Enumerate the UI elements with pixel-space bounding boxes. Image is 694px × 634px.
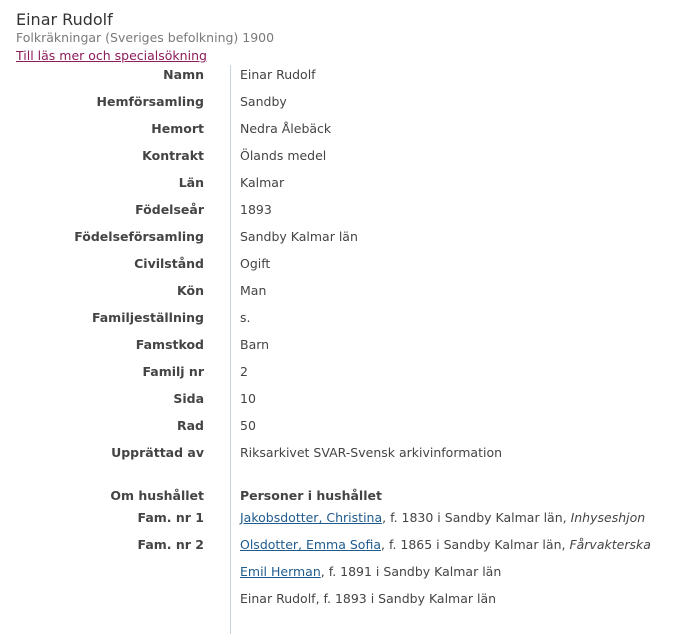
field-row-familj-nr (0, 364, 694, 391)
field-value: Sandby Kalmar län (240, 229, 358, 244)
household-person-row (0, 591, 694, 618)
household-person-row (0, 510, 694, 537)
family-number-label: Fam. nr 1 (137, 510, 204, 525)
field-row-kon (0, 283, 694, 310)
field-label: Kontrakt (142, 148, 204, 163)
household-person (240, 564, 501, 579)
household-label: Om hushållet (110, 488, 204, 503)
field-label: Födelseår (135, 202, 204, 217)
field-label: Civilstånd (134, 256, 204, 271)
field-label: Familjeställning (91, 310, 204, 325)
field-value: Ölands medel (240, 148, 327, 163)
field-value: Kalmar (240, 175, 285, 190)
household-person (240, 510, 645, 525)
field-row-rad (0, 418, 694, 445)
field-label: Kön (177, 283, 204, 298)
field-row-namn (0, 67, 694, 94)
field-label: Hemort (151, 121, 204, 136)
field-label: Sida (173, 391, 204, 406)
field-value: 2 (240, 364, 248, 379)
field-label: Namn (163, 67, 204, 82)
field-label: Upprättad av (111, 445, 204, 460)
field-row-fodelsear (0, 202, 694, 229)
field-label: Rad (176, 418, 204, 433)
page-title: Einar Rudolf (16, 10, 113, 29)
household-person-row (0, 537, 694, 564)
field-value: Barn (240, 337, 270, 352)
field-row-upprattad-av (0, 445, 694, 472)
household-person-row (0, 564, 694, 591)
field-label: Familj nr (142, 364, 204, 379)
family-number-label: Fam. nr 2 (137, 537, 204, 552)
page-subtitle: Folkräkningar (Sveriges befolkning) 1900 (16, 30, 275, 45)
field-row-civilstand (0, 256, 694, 283)
field-row-famstkod (0, 337, 694, 364)
field-label: Födelseförsamling (74, 229, 204, 244)
field-value: 1893 (240, 202, 272, 217)
household-person (240, 537, 651, 552)
field-label: Län (178, 175, 204, 190)
field-value: Sandby (240, 94, 287, 109)
field-value: 10 (240, 391, 256, 406)
field-value: Nedra Ålebäck (240, 121, 332, 136)
field-row-sida (0, 391, 694, 418)
household-heading: Personer i hushållet (240, 488, 382, 503)
field-value: Riksarkivet SVAR-Svensk arkivinformation (240, 445, 503, 460)
person-link[interactable]: Jakobsdotter, Christina (240, 510, 383, 525)
household-self: Einar Rudolf, f. 1893 i Sandby Kalmar län (240, 591, 497, 606)
field-label: Hemförsamling (96, 94, 204, 109)
more-info-link[interactable]: Till läs mer och specialsökning (16, 48, 207, 63)
person-role: Fårvakterska (569, 537, 651, 552)
person-details: , f. 1891 i Sandby Kalmar län (320, 564, 502, 579)
field-row-lan (0, 175, 694, 202)
field-row-hemort (0, 121, 694, 148)
person-details: , f. 1865 i Sandby Kalmar län, (381, 537, 570, 552)
field-row-familjestallning (0, 310, 694, 337)
field-value: Man (240, 283, 267, 298)
field-row-kontrakt (0, 148, 694, 175)
field-row-hemforsamling (0, 94, 694, 121)
field-value: 50 (240, 418, 256, 433)
person-link[interactable]: Emil Herman (240, 564, 321, 579)
person-details: , f. 1830 i Sandby Kalmar län, (382, 510, 571, 525)
field-value: Ogift (240, 256, 271, 271)
field-value: s. (240, 310, 251, 325)
field-row-fodelseforsamling (0, 229, 694, 256)
person-role: Inhyseshjon (570, 510, 646, 525)
field-value: Einar Rudolf (240, 67, 316, 82)
field-label: Famstkod (135, 337, 204, 352)
person-link[interactable]: Olsdotter, Emma Sofia (240, 537, 381, 552)
